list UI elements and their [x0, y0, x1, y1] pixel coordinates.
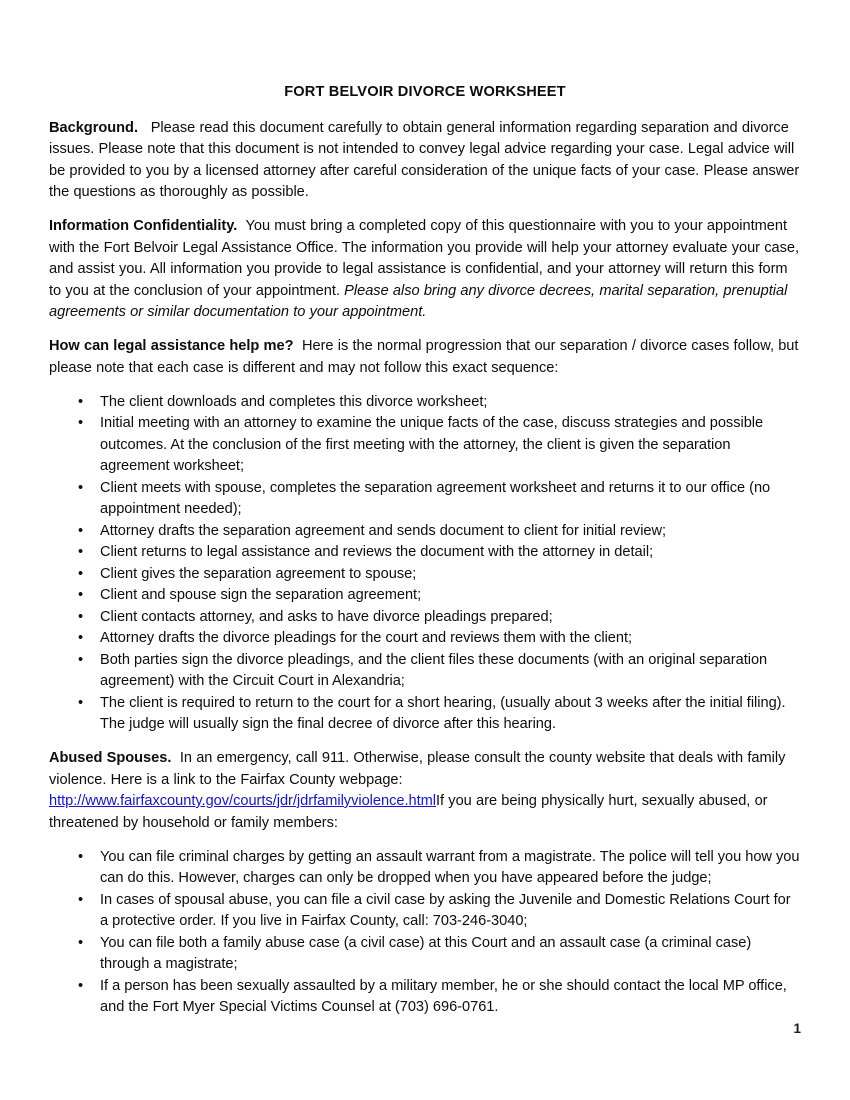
bullet-icon: •: [78, 848, 84, 865]
list-item-label: The client downloads and completes this divorce worksheet;: [100, 393, 488, 410]
bullet-icon: •: [78, 565, 84, 582]
bullet-icon: •: [78, 694, 84, 711]
list-item: [49, 564, 801, 586]
list-item-label: Client meets with spouse, completes the separation agreement worksheet and returns it to our office (no appointment needed);: [100, 479, 771, 517]
page-number: 1: [793, 1021, 801, 1036]
list-item-label: If a person has been sexually assaulted by a military member, he or she should contact the local MP office, and the Fort Myer Special Victims Counsel at (703) 696-0761.: [100, 977, 787, 1015]
list-item-label: Both parties sign the divorce pleadings, and the client files these documents (with an original separation agreement) with the Circuit Court in Alexandria;: [100, 651, 768, 689]
list-item: [49, 542, 801, 564]
list-item-label: Client returns to legal assistance and reviews the document with the attorney in detail;: [100, 544, 654, 560]
paragraph-help: [49, 336, 801, 379]
list-item: [49, 650, 801, 693]
list-item: [49, 976, 801, 1019]
bullet-icon: •: [78, 977, 84, 994]
paragraph-background-text: Please read this document carefully to obtain general information regarding separation and divorce issues. Please note that this document is not intended to convey legal advice regarding your case. Legal advice will be provided to you by a licensed attorney after careful consideration of the unique facts of your case. Please answer the questions as thoroughly as possible.: [49, 119, 800, 200]
fairfax-county-family-violence-link[interactable]: http://www.fairfaxcounty.gov/courts/jdr/jdrfamilyviolence.html: [49, 793, 436, 809]
bullet-icon: •: [78, 544, 84, 560]
list-item-label: You can file criminal charges by getting an assault warrant from a magistrate. The police will tell you how you can do this. However, charges can only be dropped when you have appeared before the judge;: [100, 848, 800, 886]
document-body: [49, 82, 801, 1031]
paragraph-abused-spouses-text-before-link: In an emergency, call 911. Otherwise, please consult the county website that deals with family violence. Here is a link to the Fairfax County webpage:: [49, 750, 786, 788]
list-item: [49, 628, 801, 650]
abuse-options-list: [49, 847, 801, 1019]
list-item: [49, 933, 801, 976]
bullet-icon: •: [78, 587, 84, 603]
paragraph-background-lead: Background.: [49, 119, 138, 136]
bullet-icon: •: [78, 651, 84, 668]
list-item: [49, 890, 801, 933]
bullet-icon: •: [78, 891, 84, 908]
list-item: [49, 392, 801, 414]
list-item: [49, 693, 801, 736]
list-item-label: The client is required to return to the court for a short hearing, (usually about 3 weeks after the initial filing). The judge will usually sign the final decree of divorce after this hearing.: [100, 694, 786, 732]
paragraph-abused-spouses: [49, 748, 801, 834]
list-item-label: Initial meeting with an attorney to examine the unique facts of the case, discuss strategies and possible outcomes. At the conclusion of the first meeting with the attorney, the client is given the separation agreement worksheet;: [100, 415, 764, 474]
bullet-icon: •: [78, 479, 84, 496]
bullet-icon: •: [78, 934, 84, 951]
list-item: [49, 413, 801, 478]
paragraph-help-lead: How can legal assistance help me?: [49, 338, 294, 354]
paragraph-confidentiality-italic: Please also bring any divorce decrees, marital separation, prenuptial agreements or similar documentation to your appointment.: [49, 282, 788, 320]
bullet-icon: •: [78, 630, 84, 646]
list-item-label: Client gives the separation agreement to spouse;: [100, 565, 417, 582]
bullet-icon: •: [78, 608, 84, 625]
paragraph-confidentiality: [49, 216, 801, 324]
list-item-label: You can file both a family abuse case (a civil case) at this Court and an assault case (a criminal case) through a magistrate;: [100, 934, 752, 972]
bullet-icon: •: [78, 393, 84, 410]
paragraph-help-text: Here is the normal progression that our separation / divorce cases follow, but please note that each case is different and may not follow this exact sequence:: [49, 338, 799, 376]
list-item-label: Attorney drafts the divorce pleadings for the court and reviews them with the client;: [100, 630, 633, 646]
list-item-label: Client contacts attorney, and asks to have divorce pleadings prepared;: [100, 608, 553, 625]
list-item: [49, 847, 801, 890]
list-item: [49, 521, 801, 543]
paragraph-abused-spouses-lead: Abused Spouses.: [49, 750, 172, 766]
bullet-icon: •: [78, 522, 84, 539]
list-item-label: In cases of spousal abuse, you can file a civil case by asking the Juvenile and Domestic Relations Court for a protective order. If you live in Fairfax County, call: 703-246-3040;: [100, 891, 791, 929]
paragraph-confidentiality-text: You must bring a completed copy of this questionnaire with you to your appointment with the Fort Belvoir Legal Assistance Office. The information you provide will help your attorney evaluate your case, and assist you. All information you provide to legal assistance is confidential, and your attorney will return this form to you at the conclusion of your appointment.: [49, 218, 800, 299]
list-item-label: Client and spouse sign the separation agreement;: [100, 587, 422, 603]
list-item-label: Attorney drafts the separation agreement and sends document to client for initial review;: [100, 522, 667, 539]
paragraph-confidentiality-lead: Information Confidentiality.: [49, 218, 238, 234]
list-item: [49, 478, 801, 521]
page-title: FORT BELVOIR DIVORCE WORKSHEET: [284, 84, 566, 100]
list-item: [49, 585, 801, 607]
paragraph-abused-spouses-text-after-link: If you are being physically hurt, sexually abused, or threatened by household or family members:: [49, 793, 768, 831]
process-steps-list: [49, 392, 801, 736]
list-item: [49, 607, 801, 629]
bullet-icon: •: [78, 415, 84, 431]
paragraph-background: [49, 118, 801, 204]
